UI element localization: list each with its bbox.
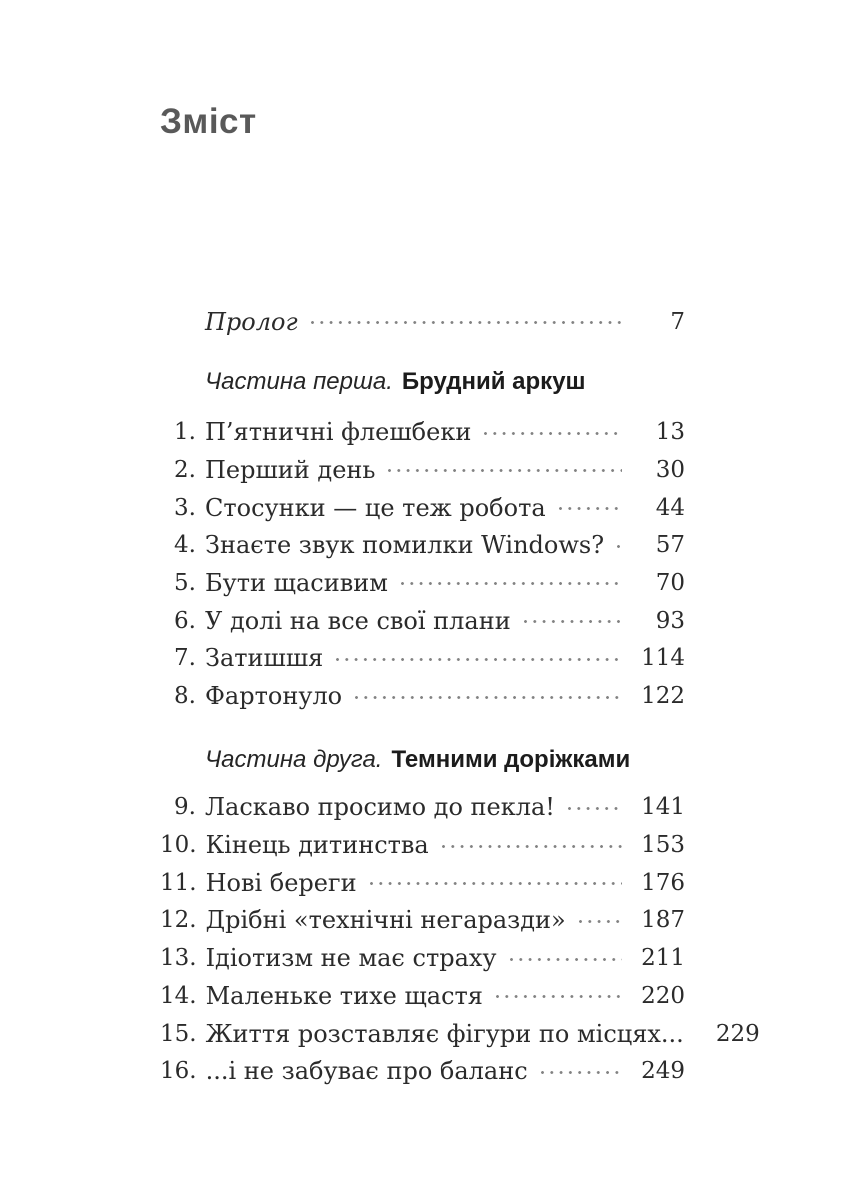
toc-entry-row xyxy=(160,451,685,489)
entry-page-number: 229 xyxy=(715,1020,760,1047)
entry-title: Нові береги xyxy=(205,868,357,897)
entry-page-number: 211 xyxy=(641,945,685,972)
entry-number: 10. xyxy=(160,832,197,859)
dot-leader xyxy=(311,321,622,324)
page-title: Зміст xyxy=(160,102,257,141)
toc-entry-row xyxy=(160,1015,760,1053)
entry-number: 1. xyxy=(174,419,196,446)
prologue-label: Пролог xyxy=(205,307,298,336)
entry-title: Бути щасивим xyxy=(205,568,388,597)
entry-page-number: 70 xyxy=(655,569,685,596)
entry-page-number: 153 xyxy=(641,832,685,859)
dot-leader xyxy=(370,882,622,885)
entry-number: 6. xyxy=(174,607,196,634)
entry-number: 3. xyxy=(174,494,196,521)
dot-leader xyxy=(568,807,622,810)
toc-entry-row xyxy=(160,677,685,715)
toc-entry-row xyxy=(160,939,685,977)
dot-leader xyxy=(559,507,622,510)
entry-number: 13. xyxy=(160,945,197,972)
entry-number: 8. xyxy=(174,683,196,710)
entry-page-number: 93 xyxy=(655,607,685,634)
entry-page-number: 44 xyxy=(655,494,685,521)
entry-title: У долі на все свої плани xyxy=(205,606,511,635)
entry-page-number: 249 xyxy=(641,1058,685,1085)
entry-page-number: 220 xyxy=(641,982,685,1009)
part-1-heading xyxy=(160,363,685,401)
entry-title: Життя розставляє фігури по місцях... xyxy=(205,1019,684,1048)
part-1-items xyxy=(160,413,685,715)
dot-leader xyxy=(617,545,622,548)
dot-leader xyxy=(355,696,622,699)
part-1-name-italic: Частина перша. xyxy=(205,367,393,395)
dot-leader xyxy=(336,658,622,661)
toc-entry-row xyxy=(160,902,685,940)
dot-leader xyxy=(442,845,622,848)
entry-page-number: 141 xyxy=(641,794,685,821)
toc-entry-row xyxy=(160,413,685,451)
toc-entry-row xyxy=(160,864,685,902)
dot-leader xyxy=(579,920,622,923)
dot-leader xyxy=(401,582,622,585)
toc-entry-row xyxy=(160,526,685,564)
entry-number: 4. xyxy=(174,532,196,559)
entry-number: 7. xyxy=(174,645,196,672)
entry-page-number: 122 xyxy=(641,683,685,710)
entry-title: Знаєте звук помилки Windows? xyxy=(205,531,605,560)
entry-title: Маленьке тихе щастя xyxy=(205,981,483,1010)
entry-title: Затишшя xyxy=(205,644,324,673)
toc-entry-row xyxy=(160,1052,685,1090)
entry-title: Стосунки — це теж робота xyxy=(205,493,546,522)
entry-number: 12. xyxy=(160,907,197,934)
toc-entry-row xyxy=(160,489,685,527)
entry-title: Ідіотизм не має страху xyxy=(205,944,497,973)
entry-number: 5. xyxy=(174,569,196,596)
entry-title: Кінець дитинства xyxy=(205,831,429,860)
dot-leader xyxy=(388,469,622,472)
toc-entry-row xyxy=(160,640,685,678)
part-1-name-bold: Брудний аркуш xyxy=(401,367,586,395)
dot-leader xyxy=(510,958,622,961)
part-2-name-italic: Частина друга. xyxy=(205,745,383,773)
entry-title: Дрібні «технічні негаразди» xyxy=(205,906,566,935)
entry-number: 16. xyxy=(160,1058,197,1085)
prologue-row xyxy=(160,303,685,341)
part-2-name-bold: Темними доріжками xyxy=(391,745,631,773)
entry-number: 2. xyxy=(174,456,196,483)
entry-page-number: 30 xyxy=(655,456,685,483)
entry-number: 9. xyxy=(174,794,196,821)
entry-page-number: 114 xyxy=(641,645,685,672)
entry-page-number: 13 xyxy=(655,419,685,446)
toc-entry-row xyxy=(160,564,685,602)
entry-title: Ласкаво просимо до пекла! xyxy=(205,793,555,822)
toc-entry-row xyxy=(160,977,685,1015)
entry-page-number: 176 xyxy=(641,869,685,896)
entry-page-number: 57 xyxy=(655,532,685,559)
dot-leader xyxy=(524,620,622,623)
entry-number: 14. xyxy=(160,982,197,1009)
entry-page-number: 7 xyxy=(670,308,685,335)
toc-entry-row xyxy=(160,789,685,827)
entry-title: ...і не забуває про баланс xyxy=(205,1057,528,1086)
entry-title: Фартонуло xyxy=(205,682,343,711)
dot-leader xyxy=(496,995,622,998)
entry-number: 11. xyxy=(160,869,197,896)
entry-title: П’ятничні флешбеки xyxy=(205,418,472,447)
entry-page-number: 187 xyxy=(641,907,685,934)
part-2-heading xyxy=(160,741,685,779)
toc-entry-row xyxy=(160,602,685,640)
dot-leader xyxy=(484,432,622,435)
toc-entry-row xyxy=(160,826,685,864)
dot-leader xyxy=(541,1071,622,1074)
entry-number: 15. xyxy=(160,1020,197,1047)
part-2-items xyxy=(160,789,760,1091)
entry-title: Перший день xyxy=(205,455,376,484)
